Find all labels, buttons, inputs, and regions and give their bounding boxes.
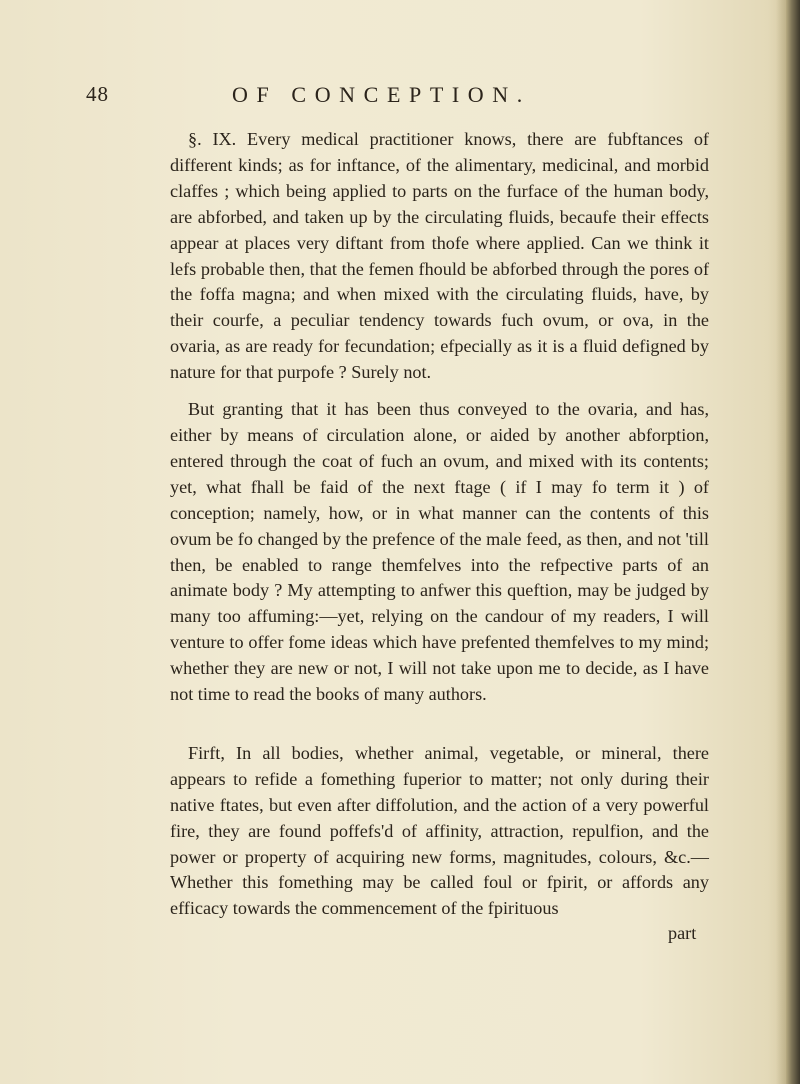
paragraph-first: Firft, In all bodies, whether animal, vegetable, or mineral, there appears to refide a fomething fuperior to matter; not only during their native ftates, but even after diffolution, and the action of a very powerful fire, they are found poffefs'd of affinity, attraction, repulfion, and the power or property of acquiring new forms, magnitudes, colours, &c.—Whether this fomething may be called foul or fpirit, or affords any efficacy towards the commencement of the fpirituous [170, 742, 709, 919]
paragraph-section-ix: §. IX. Every medical practitioner knows, there are fubftances of different kinds; as for inftance, of the alimentary, medicinal, and morbid claffes ; which being applied to parts on the furface of the human body, are abforbed, and taken up by the circulating fluids, becaufe their effects appear at places very diftant from thofe where applied. Can we think it lefs probable then, that the femen fhould be abforbed through the pores of the foffa magna; and when mixed with the circulating fluids, have, by their courfe, a peculiar tendency towards fuch ovum, or ova, in the ovaria, as are ready for fecundation; efpecially as it is a fluid defigned by nature for that purpofe ? Surely not. [170, 129, 709, 383]
paragraph-gap [170, 386, 709, 397]
book-spine [786, 0, 800, 1084]
catchword: part [668, 923, 697, 943]
page-number: 48 [86, 82, 109, 106]
body-text [170, 127, 709, 922]
page-gutter-shadow [776, 0, 786, 1084]
paragraph-granting: But granting that it has been thus conveyed to the ovaria, and has, either by means of circulation alone, or aided by another abforption, entered through the coat of fuch an ovum, and mixed with its contents; yet, what fhall be faid of the next ftage ( if I may fo term it ) of conception; namely, how, or in what manner can the contents of this ovum be fo changed by the prefence of the male feed, as then, and not 'till then, be enabled to range themfelves into the refpective parts of an animate body ? My attempting to anfwer this queftion, may be judged by many too affuming:—yet, relying on the candour of my readers, I will venture to offer fome ideas which have prefented themfelves to my mind; whether they are new or not, I will not take upon me to decide, as I have not time to read the books of many authors. [170, 399, 709, 705]
paragraph-gap [170, 708, 709, 741]
running-title: OF CONCEPTION. [232, 82, 531, 107]
page-header [0, 82, 800, 112]
